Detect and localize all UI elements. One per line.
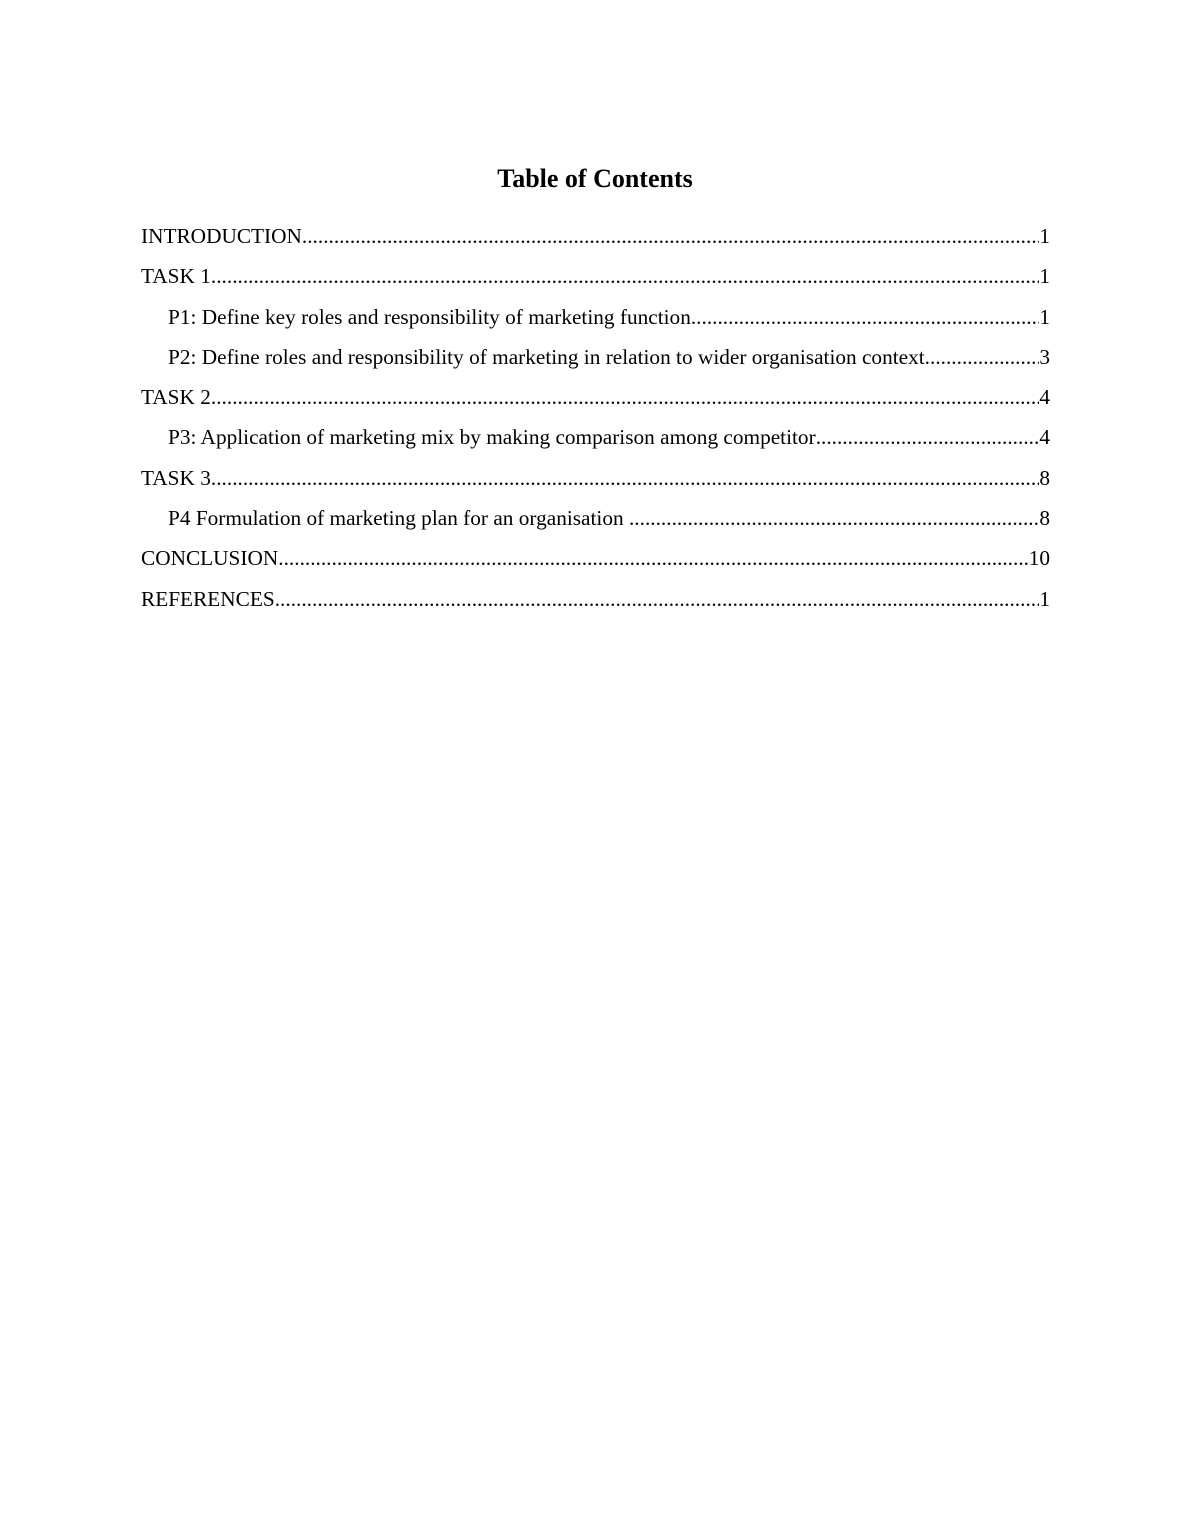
toc-entry-references[interactable]	[141, 584, 1050, 624]
toc-entry-text: TASK 2	[141, 385, 211, 410]
toc-entry-task-1[interactable]	[141, 261, 1050, 301]
toc-page-number: 8	[1039, 506, 1050, 531]
toc-entry-p3[interactable]	[141, 422, 1050, 462]
toc-dot-leader	[211, 463, 1039, 493]
toc-entry-text: P4 Formulation of marketing plan for an organisation	[168, 506, 629, 531]
toc-dot-leader	[925, 342, 1040, 372]
toc-dot-leader	[278, 543, 1028, 573]
toc-dot-leader	[275, 584, 1040, 614]
toc-page-number: 10	[1028, 546, 1050, 571]
toc-entry-text: P3: Application of marketing mix by making comparison among competitor	[168, 425, 816, 450]
toc-entry-p1[interactable]	[141, 302, 1050, 342]
toc-page-number: 4	[1039, 385, 1050, 410]
toc-list	[141, 221, 1050, 624]
toc-entry-introduction[interactable]	[141, 221, 1050, 261]
toc-entry-text: P2: Define roles and responsibility of marketing in relation to wider organisation context	[168, 344, 925, 369]
toc-dot-leader	[816, 422, 1040, 452]
toc-dot-leader	[302, 221, 1039, 251]
toc-dot-leader	[211, 382, 1039, 412]
toc-entry-p2[interactable]	[141, 342, 1050, 382]
toc-entry-p4[interactable]	[141, 503, 1050, 543]
toc-entry-text: REFERENCES	[141, 586, 275, 611]
toc-entry-conclusion[interactable]	[141, 543, 1050, 583]
toc-page-number: 1	[1039, 304, 1050, 329]
toc-page-number: 1	[1039, 224, 1050, 248]
toc-dot-leader	[211, 261, 1039, 291]
toc-entry-text: P1: Define key roles and responsibility of marketing function	[168, 304, 691, 329]
toc-page-number: 4	[1039, 425, 1050, 450]
toc-dot-leader	[691, 302, 1039, 332]
toc-page-number: 1	[1039, 264, 1050, 289]
toc-entry-text: TASK 1	[141, 264, 211, 289]
toc-page-number: 3	[1039, 344, 1050, 369]
toc-dot-leader	[629, 503, 1039, 533]
toc-entry-text: INTRODUCTION	[141, 224, 302, 248]
toc-entry-text: TASK 3	[141, 465, 211, 490]
toc-title: Table of Contents	[497, 164, 693, 193]
toc-entry-text: CONCLUSION	[141, 546, 279, 571]
toc-page-number: 8	[1039, 465, 1050, 490]
toc-entry-task-2[interactable]	[141, 382, 1050, 422]
toc-page-number: 1	[1039, 586, 1050, 611]
toc-entry-task-3[interactable]	[141, 463, 1050, 503]
